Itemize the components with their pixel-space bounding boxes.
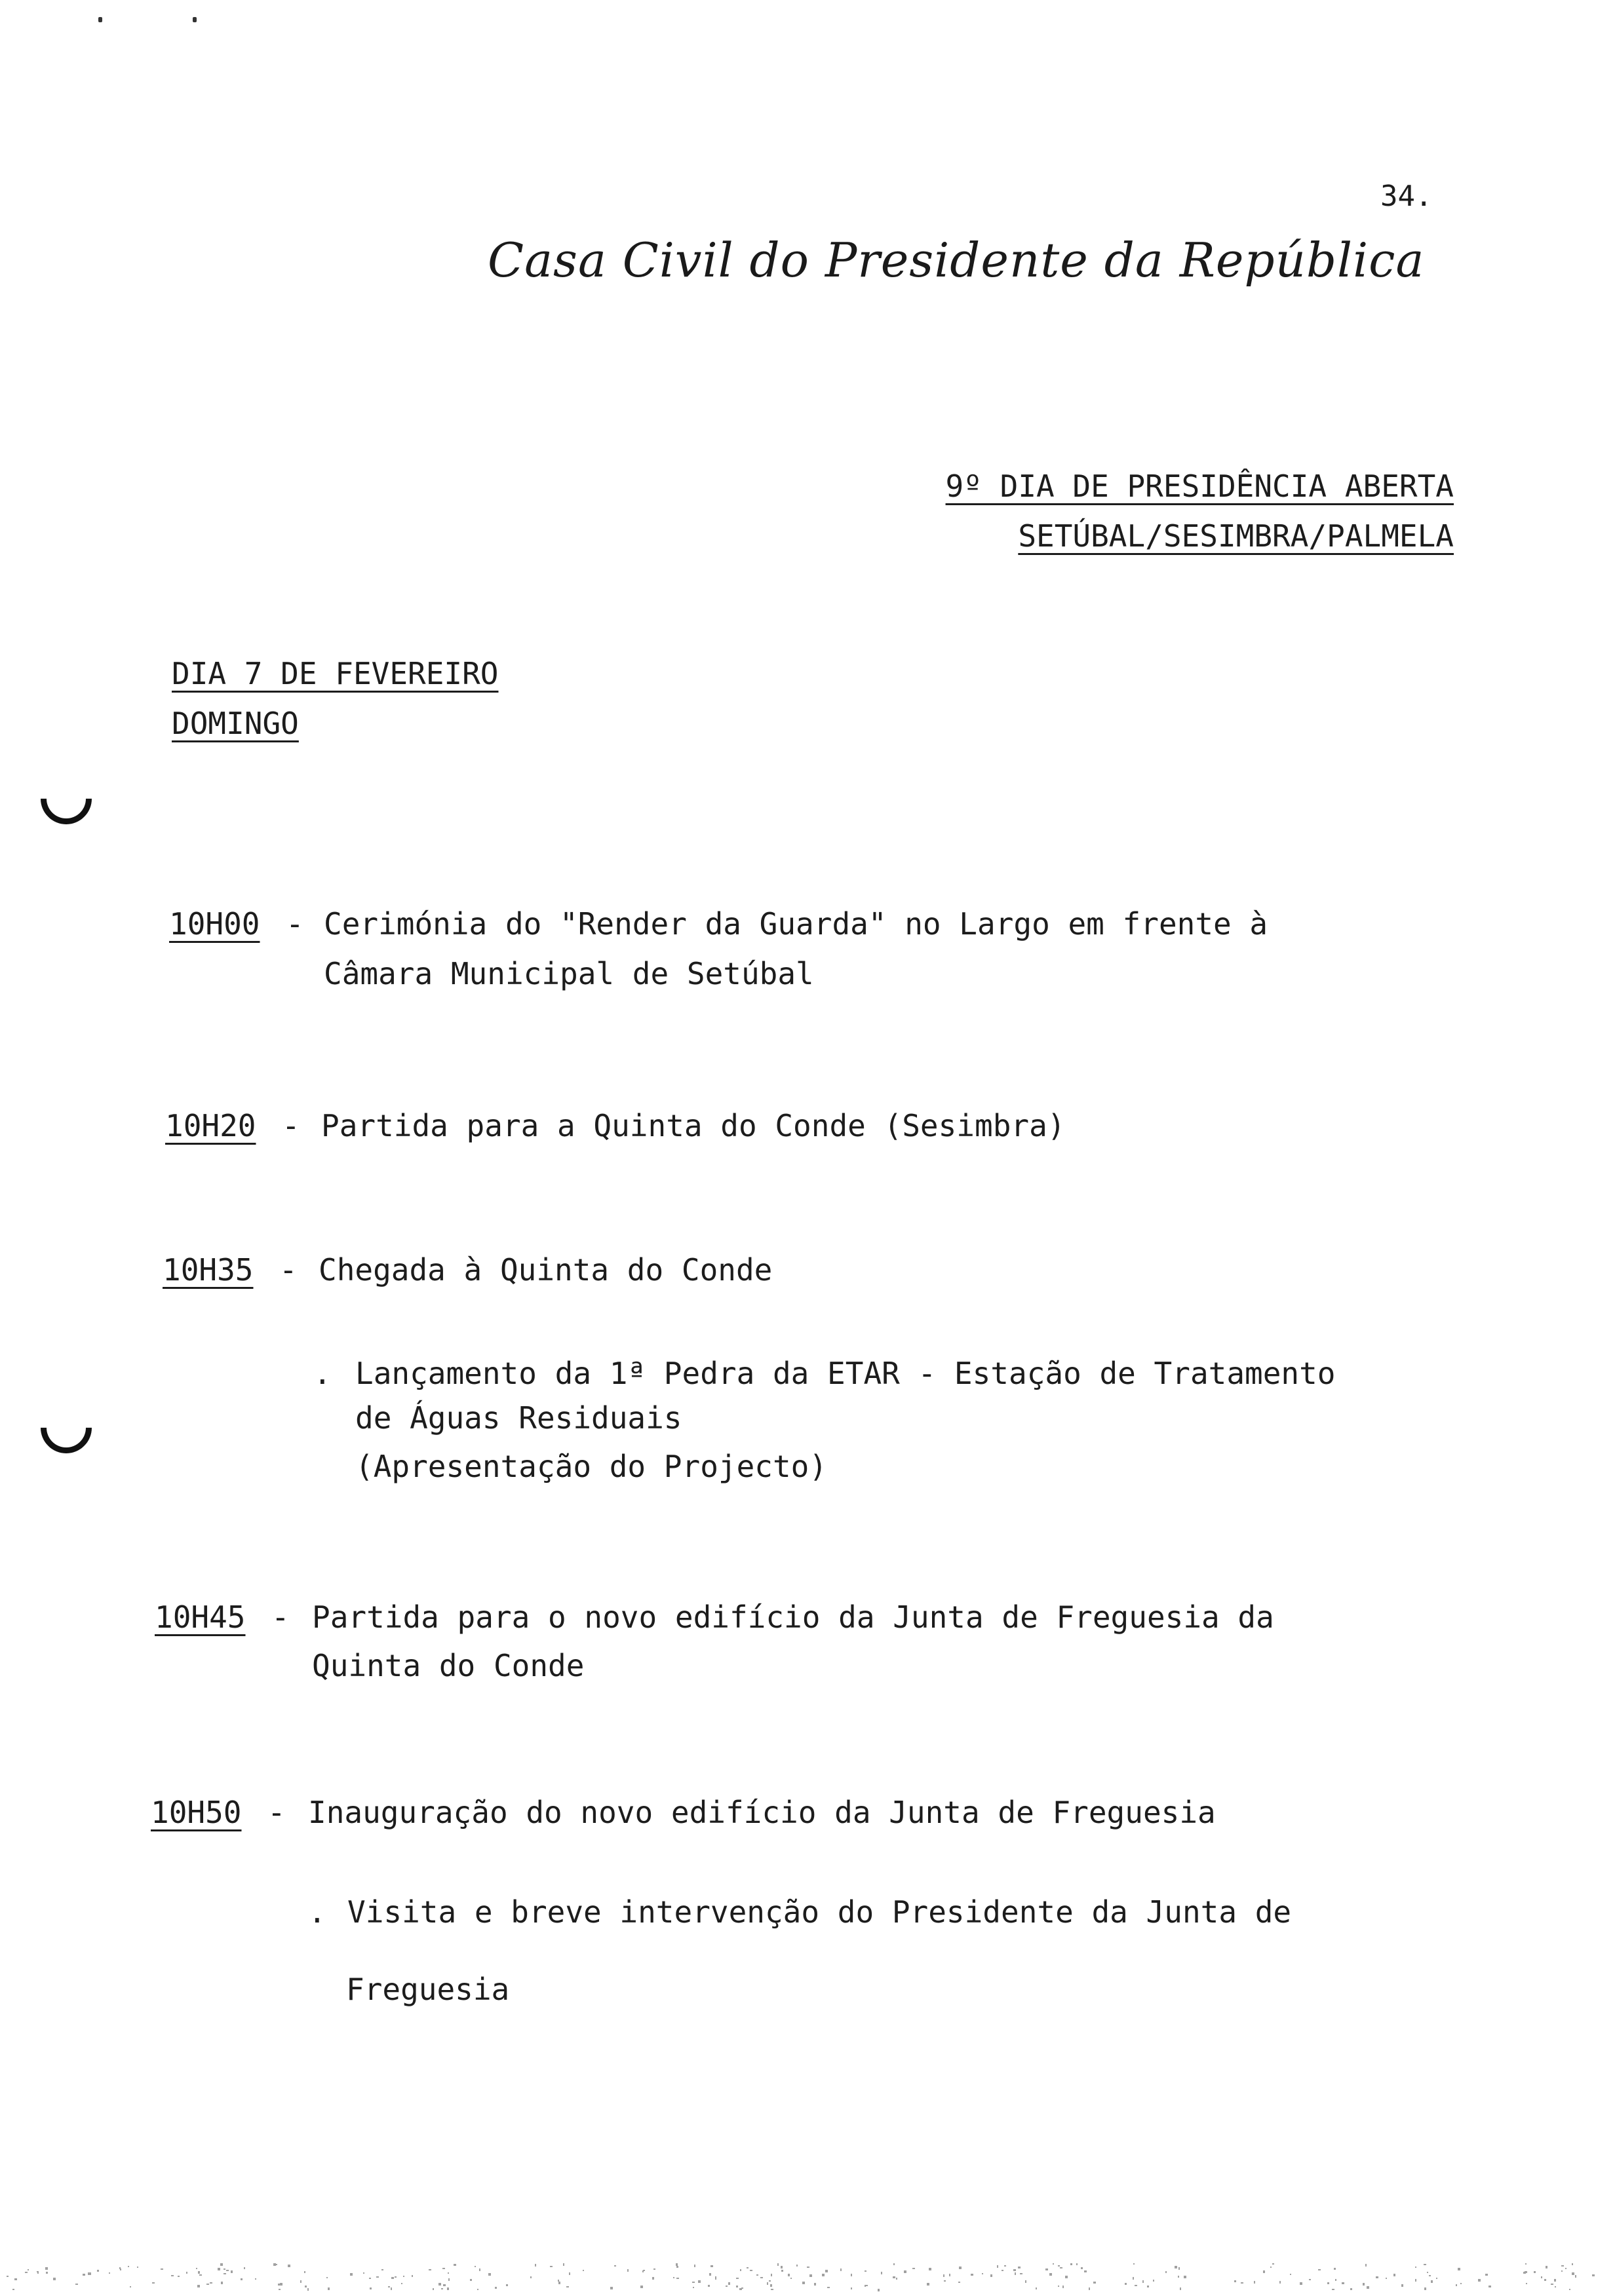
- schedule-time: 10H00: [169, 906, 260, 942]
- schedule-description-line: Partida para o novo edifício da Junta de Freguesia da: [312, 1599, 1274, 1635]
- title-line-1: 9º DIA DE PRESIDÊNCIA ABERTA: [945, 469, 1454, 504]
- schedule-dash: -: [286, 906, 304, 942]
- sub-item-line: Visita e breve intervenção do Presidente da Junta de: [347, 1894, 1292, 1930]
- sub-item-line: de Águas Residuais: [355, 1400, 682, 1436]
- schedule-description: [324, 903, 1445, 945]
- schedule-description-line: Câmara Municipal de Setúbal: [324, 956, 814, 991]
- schedule-dash: -: [267, 1795, 286, 1830]
- date-line-1: DIA 7 DE FEVEREIRO: [172, 656, 499, 691]
- schedule-time: 10H35: [163, 1252, 254, 1288]
- schedule-description: [312, 1596, 1437, 1638]
- schedule-description-line: Quinta do Conde: [312, 1648, 585, 1683]
- letterhead: Casa Civil do Presidente da República: [488, 233, 1425, 288]
- title-line-2: SETÚBAL/SESIMBRA/PALMELA: [1018, 518, 1454, 554]
- schedule-description-line: Chegada à Quinta do Conde: [319, 1252, 773, 1288]
- schedule-time: 10H20: [165, 1108, 256, 1143]
- punch-hole-mark: [30, 1392, 102, 1464]
- schedule-description-line: Inauguração do novo edifício da Junta de Freguesia: [308, 1795, 1216, 1830]
- schedule-time: 10H45: [155, 1599, 246, 1635]
- sub-item-line: Lançamento da 1ª Pedra da ETAR - Estação de Tratamento: [355, 1356, 1336, 1391]
- sub-item-line: (Apresentação do Projecto): [355, 1449, 828, 1484]
- scan-speck: [193, 17, 197, 22]
- date-line-2: DOMINGO: [172, 706, 299, 741]
- punch-hole-mark: [30, 763, 102, 835]
- schedule-description-line: Partida para a Quinta do Conde (Sesimbra): [321, 1108, 1066, 1143]
- sub-item-line: Freguesia: [346, 1972, 510, 2007]
- sub-item-bullet: .: [313, 1356, 332, 1391]
- schedule-dash: -: [271, 1599, 290, 1635]
- schedule-dash: -: [279, 1252, 298, 1288]
- scan-noise: [0, 2257, 1615, 2296]
- schedule-dash: -: [282, 1108, 300, 1143]
- schedule-time: 10H50: [151, 1795, 242, 1830]
- sub-item-bullet: .: [308, 1894, 326, 1930]
- page-number: 34.: [1380, 180, 1433, 213]
- schedule-description-line: Cerimónia do "Render da Guarda" no Largo em frente à: [324, 906, 1268, 942]
- scan-speck: [98, 17, 102, 22]
